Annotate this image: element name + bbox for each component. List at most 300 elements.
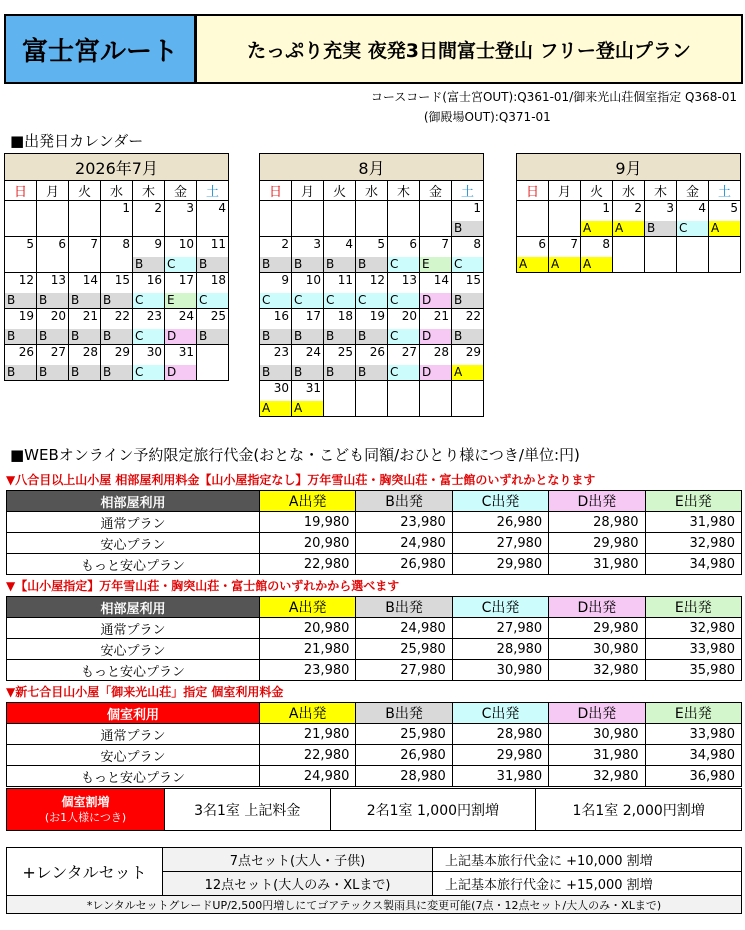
price-table-1 <box>6 490 742 575</box>
day-number: 10 <box>178 237 194 251</box>
departure-type-label: C <box>133 329 164 344</box>
day-number: 9 <box>281 273 289 287</box>
surcharge-option-3: 3名1室 上記料金 <box>165 789 331 831</box>
day-number: 5 <box>730 201 738 215</box>
day-number: 11 <box>337 273 353 287</box>
day-number: 19 <box>369 309 385 323</box>
calendar-day[interactable] <box>581 237 613 273</box>
price-cell: 33,980 <box>645 639 741 660</box>
departure-type-label: D <box>420 329 451 344</box>
surcharge-label-sub: (お1人様につき) <box>44 810 127 824</box>
plan-title: たっぷり充実 夜発3日間富士登山 フリー登山プラン <box>196 14 743 84</box>
calendar-empty-cell <box>452 381 484 417</box>
calendar-day[interactable] <box>5 273 37 309</box>
weekday-header: 水 <box>613 181 645 201</box>
calendar-day[interactable] <box>324 309 356 345</box>
calendar-day[interactable] <box>420 309 452 345</box>
price-cell: 24,980 <box>260 766 356 787</box>
day-number: 2 <box>634 201 642 215</box>
calendar-day[interactable] <box>452 273 484 309</box>
day-number: 19 <box>18 309 34 323</box>
price-table-3 <box>6 702 742 787</box>
price-cell: 32,980 <box>645 533 741 554</box>
departure-type-label: C <box>324 293 355 308</box>
plan-name: 通常プラン <box>7 724 260 745</box>
calendar-empty-cell <box>356 381 388 417</box>
calendar-day[interactable] <box>197 237 229 273</box>
weekday-header: 土 <box>452 181 484 201</box>
weekday-header: 月 <box>549 181 581 201</box>
surcharge-option-1: 1名1室 2,000円割増 <box>536 789 742 831</box>
day-number: 10 <box>305 273 321 287</box>
departure-column-header: D出発 <box>549 597 645 618</box>
price-table-2 <box>6 596 742 681</box>
weekday-header: 金 <box>165 181 197 201</box>
departure-type-label: C <box>133 293 164 308</box>
day-number: 2 <box>281 237 289 251</box>
price-cell: 30,980 <box>549 724 645 745</box>
departure-column-header: D出発 <box>549 703 645 724</box>
room-type-header: 相部屋利用 <box>7 597 260 618</box>
price-cell: 32,980 <box>549 766 645 787</box>
price-section-note: ▼【山小屋指定】万年雪山荘・胸突山荘・富士館のいずれかから選べます <box>6 579 400 593</box>
plan-name: 通常プラン <box>7 512 260 533</box>
calendar-day[interactable] <box>101 201 133 237</box>
day-number: 26 <box>18 345 34 359</box>
price-cell: 21,980 <box>260 639 356 660</box>
rental-item-12: 12点セット(大人のみ・XLまで) <box>163 872 433 896</box>
course-code-line-1: コースコード(富士宮OUT):Q361-01/御来光山荘個室指定 Q368-01 <box>370 90 737 104</box>
calendar-month-name: 2026年7月 <box>5 154 229 181</box>
calendar-empty-cell <box>5 201 37 237</box>
day-number: 14 <box>433 273 449 287</box>
price-cell: 30,980 <box>452 660 548 681</box>
departure-type-label: B <box>5 293 36 308</box>
price-cell: 31,980 <box>549 745 645 766</box>
table-row <box>7 766 742 787</box>
calendar-day[interactable] <box>69 345 101 381</box>
price-cell: 20,980 <box>260 533 356 554</box>
calendar-empty-cell <box>324 381 356 417</box>
weekday-header: 金 <box>420 181 452 201</box>
calendar-day[interactable] <box>356 345 388 381</box>
departure-type-label: A <box>517 257 548 272</box>
day-number: 17 <box>178 273 194 287</box>
table-row <box>7 512 742 533</box>
calendar-day[interactable] <box>165 273 197 309</box>
departure-column-header: C出発 <box>452 597 548 618</box>
calendar-day[interactable] <box>37 237 69 273</box>
calendar-day[interactable] <box>388 273 420 309</box>
calendar-empty-cell <box>69 201 101 237</box>
departure-type-label: B <box>356 329 387 344</box>
calendar-day[interactable] <box>101 237 133 273</box>
departure-type-label: B <box>645 221 676 236</box>
calendar-day[interactable] <box>549 237 581 273</box>
weekday-header: 木 <box>133 181 165 201</box>
day-number: 8 <box>602 237 610 251</box>
calendar-empty-cell <box>260 201 292 237</box>
day-number: 6 <box>538 237 546 251</box>
departure-type-label: B <box>356 365 387 380</box>
day-number: 28 <box>433 345 449 359</box>
calendar-day[interactable] <box>37 273 69 309</box>
calendar-day[interactable] <box>324 237 356 273</box>
calendar-title: ■出発日カレンダー <box>10 132 144 150</box>
departure-type-label: C <box>388 293 419 308</box>
day-number: 1 <box>122 201 130 215</box>
price-cell: 33,980 <box>645 724 741 745</box>
weekday-header: 木 <box>388 181 420 201</box>
calendar-day[interactable] <box>165 345 197 381</box>
price-cell: 34,980 <box>645 554 741 575</box>
calendar-day[interactable] <box>260 273 292 309</box>
departure-column-header: D出発 <box>549 491 645 512</box>
day-number: 27 <box>401 345 417 359</box>
price-cell: 25,980 <box>356 639 452 660</box>
departure-type-label: D <box>420 293 451 308</box>
day-number: 23 <box>273 345 289 359</box>
weekday-header: 土 <box>709 181 741 201</box>
day-number: 7 <box>441 237 449 251</box>
weekday-header: 火 <box>581 181 613 201</box>
calendar-day[interactable] <box>37 309 69 345</box>
calendar-day[interactable] <box>69 309 101 345</box>
calendar-day[interactable] <box>69 273 101 309</box>
day-number: 27 <box>50 345 66 359</box>
calendar-empty-cell <box>292 201 324 237</box>
calendar-day[interactable] <box>324 273 356 309</box>
calendar-empty-cell <box>420 201 452 237</box>
rental-footnote: *レンタルセットグレードUP/2,500円増しにてゴアテックス製雨具に変更可能(7点・12点セット/大人のみ・XLまで) <box>7 896 742 914</box>
calendar-day[interactable] <box>517 237 549 273</box>
price-cell: 29,980 <box>452 745 548 766</box>
table-row <box>7 618 742 639</box>
calendar-day[interactable] <box>260 237 292 273</box>
departure-type-label: B <box>69 365 100 380</box>
calendar-day[interactable] <box>452 237 484 273</box>
departure-type-label: A <box>549 257 580 272</box>
rental-price-12: 上記基本旅行代金に +15,000 割増 <box>433 872 742 896</box>
calendar-day[interactable] <box>356 237 388 273</box>
calendar-day[interactable] <box>133 309 165 345</box>
plan-name: 通常プラン <box>7 618 260 639</box>
day-number: 23 <box>146 309 162 323</box>
calendar-day[interactable] <box>292 237 324 273</box>
day-number: 30 <box>273 381 289 395</box>
price-cell: 27,980 <box>452 533 548 554</box>
day-number: 3 <box>313 237 321 251</box>
table-row <box>7 554 742 575</box>
calendar-day[interactable] <box>133 273 165 309</box>
calendar-day[interactable] <box>197 273 229 309</box>
price-cell: 32,980 <box>645 618 741 639</box>
calendar-empty-cell <box>709 237 741 273</box>
plan-name: もっと安心プラン <box>7 660 260 681</box>
departure-column-header: B出発 <box>356 703 452 724</box>
calendar-month-3 <box>516 153 741 273</box>
departure-type-label: B <box>37 365 68 380</box>
day-number: 16 <box>273 309 289 323</box>
day-number: 6 <box>58 237 66 251</box>
calendar-day[interactable] <box>645 201 677 237</box>
day-number: 17 <box>305 309 321 323</box>
route-title: 富士宮ルート <box>4 14 196 84</box>
departure-column-header: C出発 <box>452 491 548 512</box>
calendar-day[interactable] <box>5 345 37 381</box>
weekday-header: 日 <box>260 181 292 201</box>
calendar-day[interactable] <box>613 201 645 237</box>
table-row <box>7 724 742 745</box>
departure-type-label: C <box>133 365 164 380</box>
calendar-day[interactable] <box>452 309 484 345</box>
departure-type-label: B <box>101 293 132 308</box>
calendar-empty-cell <box>677 237 709 273</box>
price-cell: 22,980 <box>260 745 356 766</box>
surcharge-label-main: 個室割増 <box>61 794 110 809</box>
day-number: 15 <box>465 273 481 287</box>
calendar-day[interactable] <box>101 273 133 309</box>
day-number: 22 <box>114 309 130 323</box>
departure-type-label: C <box>452 257 483 272</box>
weekday-header: 金 <box>677 181 709 201</box>
calendar-day[interactable] <box>452 201 484 237</box>
departure-type-label: C <box>677 221 708 236</box>
calendar-day[interactable] <box>5 237 37 273</box>
calendar-day[interactable] <box>452 345 484 381</box>
departure-type-label: E <box>165 293 196 308</box>
departure-column-header: E出発 <box>645 491 741 512</box>
calendar-empty-cell <box>388 201 420 237</box>
price-cell: 28,980 <box>452 639 548 660</box>
day-number: 9 <box>154 237 162 251</box>
weekday-header: 月 <box>37 181 69 201</box>
weekday-header: 日 <box>5 181 37 201</box>
day-number: 25 <box>210 309 226 323</box>
price-cell: 24,980 <box>356 533 452 554</box>
price-section-note: ▼八合目以上山小屋 相部屋利用料金【山小屋指定なし】万年雪山荘・胸突山荘・富士館のいずれかとなります <box>6 473 596 487</box>
departure-column-header: A出発 <box>260 703 356 724</box>
price-cell: 29,980 <box>549 533 645 554</box>
departure-type-label: A <box>452 365 483 380</box>
departure-type-label: A <box>260 401 291 416</box>
calendar-day[interactable] <box>101 345 133 381</box>
calendar-day[interactable] <box>388 237 420 273</box>
calendar-month-1 <box>4 153 229 381</box>
departure-type-label: A <box>292 401 323 416</box>
departure-type-label: C <box>292 293 323 308</box>
calendar-day[interactable] <box>292 273 324 309</box>
departure-column-header: B出発 <box>356 491 452 512</box>
calendar-empty-cell <box>645 237 677 273</box>
departure-type-label: A <box>581 257 612 272</box>
day-number: 2 <box>154 201 162 215</box>
departure-type-label: B <box>197 257 228 272</box>
day-number: 8 <box>473 237 481 251</box>
day-number: 28 <box>82 345 98 359</box>
calendar-day[interactable] <box>420 345 452 381</box>
price-cell: 27,980 <box>356 660 452 681</box>
departure-type-label: B <box>5 365 36 380</box>
calendar-day[interactable] <box>292 309 324 345</box>
calendar-empty-cell <box>420 381 452 417</box>
price-section-note: ▼新七合目山小屋「御来光山荘」指定 個室利用料金 <box>6 685 284 699</box>
calendar-day[interactable] <box>260 381 292 417</box>
day-number: 11 <box>210 237 226 251</box>
price-cell: 23,980 <box>356 512 452 533</box>
calendar-day[interactable] <box>292 345 324 381</box>
day-number: 7 <box>90 237 98 251</box>
calendar-day[interactable] <box>356 309 388 345</box>
departure-type-label: B <box>260 329 291 344</box>
calendar-day[interactable] <box>420 273 452 309</box>
departure-type-label: B <box>37 329 68 344</box>
plan-name: 安心プラン <box>7 533 260 554</box>
calendar-empty-cell <box>356 201 388 237</box>
plan-name: 安心プラン <box>7 639 260 660</box>
table-row <box>7 639 742 660</box>
departure-type-label: B <box>69 293 100 308</box>
price-cell: 23,980 <box>260 660 356 681</box>
day-number: 4 <box>345 237 353 251</box>
day-number: 12 <box>369 273 385 287</box>
departure-type-label: B <box>69 329 100 344</box>
calendar-empty-cell <box>197 345 229 381</box>
price-cell: 32,980 <box>549 660 645 681</box>
calendar-day[interactable] <box>133 201 165 237</box>
departure-type-label: D <box>165 365 196 380</box>
departure-column-header: E出発 <box>645 703 741 724</box>
day-number: 15 <box>114 273 130 287</box>
calendar-month-2 <box>259 153 484 417</box>
calendar-day[interactable] <box>709 201 741 237</box>
calendar-empty-cell <box>549 201 581 237</box>
calendar-day[interactable] <box>260 309 292 345</box>
price-cell: 29,980 <box>452 554 548 575</box>
price-cell: 25,980 <box>356 724 452 745</box>
calendar-empty-cell <box>613 237 645 273</box>
weekday-header: 土 <box>197 181 229 201</box>
price-cell: 22,980 <box>260 554 356 575</box>
price-cell: 35,980 <box>645 660 741 681</box>
departure-type-label: C <box>197 293 228 308</box>
departure-type-label: A <box>581 221 612 236</box>
departure-type-label: B <box>37 293 68 308</box>
departure-type-label: B <box>356 257 387 272</box>
day-number: 18 <box>210 273 226 287</box>
departure-type-label: B <box>452 293 483 308</box>
calendar-day[interactable] <box>197 309 229 345</box>
departure-type-label: B <box>197 329 228 344</box>
calendar-day[interactable] <box>197 201 229 237</box>
departure-type-label: C <box>356 293 387 308</box>
calendar-day[interactable] <box>101 309 133 345</box>
day-number: 22 <box>465 309 481 323</box>
calendar-day[interactable] <box>324 345 356 381</box>
rental-price-7: 上記基本旅行代金に +10,000 割増 <box>433 848 742 872</box>
calendar-day[interactable] <box>133 237 165 273</box>
price-cell: 20,980 <box>260 618 356 639</box>
departure-column-header: E出発 <box>645 597 741 618</box>
plan-name: もっと安心プラン <box>7 554 260 575</box>
departure-type-label: A <box>709 221 740 236</box>
calendar-day[interactable] <box>356 273 388 309</box>
calendar-day[interactable] <box>581 201 613 237</box>
calendar-day[interactable] <box>260 345 292 381</box>
departure-type-label: C <box>388 329 419 344</box>
price-cell: 36,980 <box>645 766 741 787</box>
departure-type-label: B <box>324 257 355 272</box>
calendar-day[interactable] <box>37 345 69 381</box>
calendar-day[interactable] <box>165 237 197 273</box>
calendar-day[interactable] <box>165 201 197 237</box>
calendar-day[interactable] <box>388 309 420 345</box>
rental-table <box>6 847 742 914</box>
course-code-line-2: (御殿場OUT):Q371-01 <box>423 110 551 124</box>
departure-type-label: B <box>260 257 291 272</box>
day-number: 25 <box>337 345 353 359</box>
calendar-month-name: 9月 <box>517 154 741 181</box>
price-cell: 34,980 <box>645 745 741 766</box>
calendar-day[interactable] <box>388 345 420 381</box>
day-number: 20 <box>50 309 66 323</box>
day-number: 31 <box>178 345 194 359</box>
day-number: 21 <box>82 309 98 323</box>
calendar-day[interactable] <box>292 381 324 417</box>
departure-type-label: B <box>5 329 36 344</box>
price-cell: 31,980 <box>645 512 741 533</box>
surcharge-table <box>6 788 742 831</box>
calendar-day[interactable] <box>133 345 165 381</box>
table-row <box>7 533 742 554</box>
plan-name: 安心プラン <box>7 745 260 766</box>
calendar-month-name: 8月 <box>260 154 484 181</box>
departure-column-header: A出発 <box>260 491 356 512</box>
calendar-empty-cell <box>517 201 549 237</box>
price-cell: 26,980 <box>452 512 548 533</box>
departure-type-label: B <box>324 365 355 380</box>
day-number: 13 <box>401 273 417 287</box>
calendar-day[interactable] <box>677 201 709 237</box>
day-number: 20 <box>401 309 417 323</box>
price-cell: 29,980 <box>549 618 645 639</box>
calendar-day[interactable] <box>5 309 37 345</box>
table-row <box>7 745 742 766</box>
departure-type-label: D <box>420 365 451 380</box>
weekday-header: 水 <box>101 181 133 201</box>
price-title: ■WEBオンライン予約限定旅行代金(おとな・こども同額/おひとり様につき/単位:円) <box>10 446 580 464</box>
calendar-empty-cell <box>324 201 356 237</box>
price-cell: 28,980 <box>549 512 645 533</box>
calendar-empty-cell <box>37 201 69 237</box>
departure-type-label: B <box>101 365 132 380</box>
day-number: 29 <box>114 345 130 359</box>
calendar-day[interactable] <box>69 237 101 273</box>
departure-type-label: B <box>324 329 355 344</box>
weekday-header: 水 <box>356 181 388 201</box>
surcharge-label <box>7 789 165 831</box>
departure-type-label: B <box>101 329 132 344</box>
calendar-day[interactable] <box>165 309 197 345</box>
price-cell: 26,980 <box>356 554 452 575</box>
departure-type-label: E <box>420 257 451 272</box>
departure-column-header: B出発 <box>356 597 452 618</box>
day-number: 12 <box>18 273 34 287</box>
day-number: 13 <box>50 273 66 287</box>
departure-type-label: B <box>260 365 291 380</box>
calendar-day[interactable] <box>420 237 452 273</box>
departure-type-label: B <box>452 329 483 344</box>
